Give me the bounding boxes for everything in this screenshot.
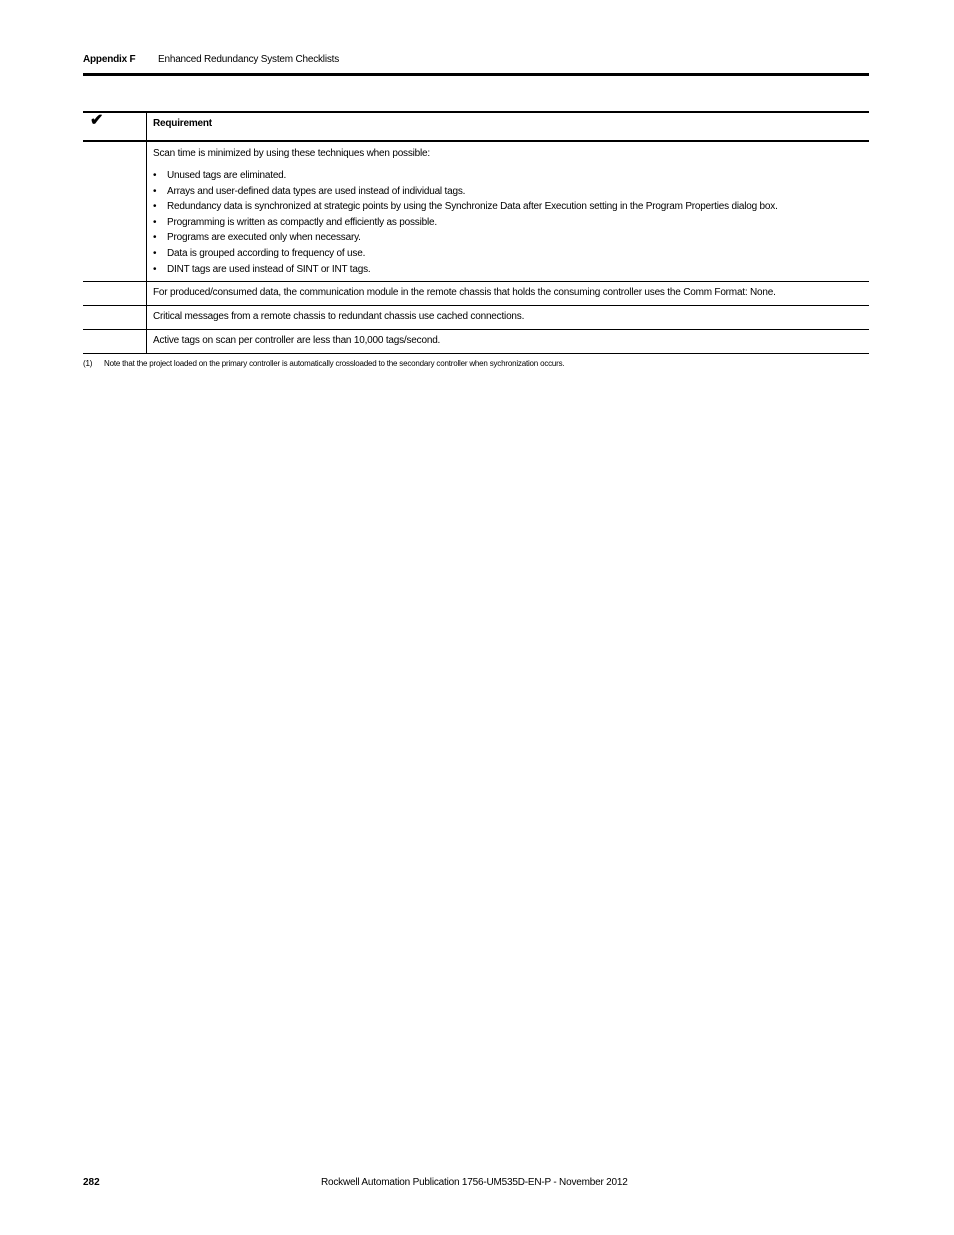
list-item-text: Data is grouped according to frequency of use.	[167, 247, 366, 259]
check-cell	[83, 306, 147, 330]
list-item-text: Redundancy data is synchronized at strategic points by using the Synchronize Data after Execution setting in the Program Properties dialog box.	[167, 201, 778, 213]
list-item-text: Programming is written as compactly and efficiently as possible.	[167, 216, 437, 228]
bullet-icon: •	[153, 263, 157, 275]
list-item	[153, 246, 863, 262]
list-item	[153, 199, 863, 215]
checkmark-icon: ✔	[83, 112, 147, 141]
footnote-number: (1)	[83, 359, 93, 368]
list-item-text: DINT tags are used instead of SINT or INT tags.	[167, 263, 371, 275]
appendix-label: Appendix F	[83, 54, 136, 65]
requirement-cell: Active tags on scan per controller are less than 10,000 tags/second.	[153, 335, 441, 347]
table-row	[83, 306, 869, 330]
requirement-text: Scan time is minimized by using these techniques when possible:	[153, 148, 430, 159]
footnote-text: Note that the project loaded on the primary controller is automatically crossloaded to the secondary controller when sychronization occurs.	[104, 359, 565, 368]
list-item	[153, 230, 863, 246]
check-cell	[83, 330, 147, 354]
table-row	[83, 330, 869, 354]
page-header	[83, 52, 869, 76]
technique-list	[153, 168, 863, 277]
list-item	[153, 262, 863, 278]
bullet-icon: •	[153, 216, 157, 228]
requirement-cell: For produced/consumed data, the communication module in the remote chassis that holds the consuming controller uses the Comm Format: None.	[153, 287, 776, 299]
list-item	[153, 168, 863, 184]
check-cell	[83, 282, 147, 306]
requirement-column-header: Requirement	[153, 118, 212, 129]
table-row	[83, 141, 869, 282]
check-cell	[83, 141, 147, 282]
requirement-cell	[147, 141, 870, 282]
list-item-text: Arrays and user-defined data types are used instead of individual tags.	[167, 185, 466, 197]
list-item-text: Unused tags are eliminated.	[167, 170, 287, 181]
bullet-icon: •	[153, 232, 157, 244]
table-row	[83, 282, 869, 306]
bullet-icon: •	[153, 170, 157, 181]
list-item-text: Programs are executed only when necessary.	[167, 232, 361, 244]
requirement-cell: Critical messages from a remote chassis to redundant chassis use cached connections.	[153, 311, 525, 323]
bullet-icon: •	[153, 201, 157, 213]
list-item	[153, 215, 863, 231]
list-item	[153, 184, 863, 200]
bullet-icon: •	[153, 185, 157, 197]
table-header-row	[83, 112, 869, 141]
publication-info: Rockwell Automation Publication 1756-UM535D-EN-P - November 2012	[321, 1177, 628, 1188]
page-number: 282	[83, 1177, 100, 1188]
requirements-table	[83, 111, 869, 354]
section-title: Enhanced Redundancy System Checklists	[158, 54, 340, 65]
bullet-icon: •	[153, 247, 157, 259]
